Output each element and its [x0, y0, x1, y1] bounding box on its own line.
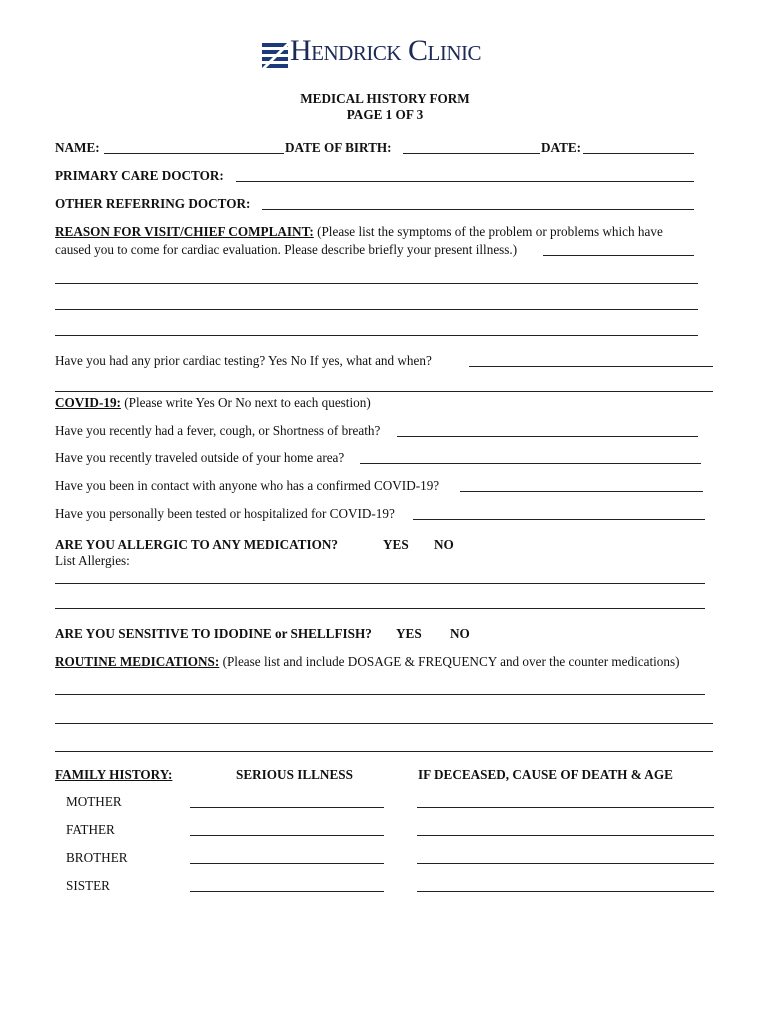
- reason-text-2: caused you to come for cardiac evaluation. Please describe briefly your present illness.): [55, 242, 518, 257]
- reason-field-1[interactable]: [55, 283, 698, 284]
- family-col-deceased: IF DECEASED, CAUSE OF DEATH & AGE: [418, 767, 673, 782]
- allergy-list-label: List Allergies:: [55, 553, 130, 568]
- form-title: MEDICAL HISTORY FORM: [300, 91, 470, 106]
- pcp-label: PRIMARY CARE DOCTOR:: [55, 168, 224, 183]
- family-member-father: FATHER: [66, 822, 115, 837]
- medications-line: [55, 654, 680, 670]
- family-member-brother: BROTHER: [66, 850, 128, 865]
- family-member-mother: MOTHER: [66, 794, 122, 809]
- reason-line1: [55, 224, 663, 240]
- brother-illness-field[interactable]: [190, 863, 384, 864]
- allergy-yes[interactable]: YES: [383, 537, 409, 552]
- father-deceased-field[interactable]: [417, 835, 714, 836]
- family-col-illness: SERIOUS ILLNESS: [236, 767, 353, 782]
- iodine-yes[interactable]: YES: [396, 626, 422, 641]
- sister-illness-field[interactable]: [190, 891, 384, 892]
- covid-question-2: Have you recently traveled outside of your home area?: [55, 450, 345, 465]
- sister-deceased-field[interactable]: [417, 891, 714, 892]
- reason-heading: REASON FOR VISIT/CHIEF COMPLAINT:: [55, 224, 314, 239]
- cardiac-field-2[interactable]: [55, 391, 713, 392]
- medications-field-2[interactable]: [55, 723, 713, 724]
- name-field[interactable]: [104, 153, 284, 154]
- medications-field-3[interactable]: [55, 751, 713, 752]
- covid-instruction: (Please write Yes Or No next to each question): [120, 395, 371, 410]
- page-label: PAGE 1 OF 3: [346, 107, 424, 122]
- logo-text: Hendrick Clinic: [290, 34, 481, 67]
- family-heading: FAMILY HISTORY:: [55, 767, 173, 782]
- mother-illness-field[interactable]: [190, 807, 384, 808]
- dob-field[interactable]: [403, 153, 540, 154]
- iodine-question: ARE YOU SENSITIVE TO IDODINE or SHELLFISH?: [55, 626, 372, 641]
- date-label: DATE:: [541, 140, 582, 155]
- pcp-field[interactable]: [236, 181, 694, 182]
- allergy-no[interactable]: NO: [434, 537, 454, 552]
- cardiac-question: Have you had any prior cardiac testing? Yes No If yes, what and when?: [55, 353, 432, 368]
- covid-answer-1[interactable]: [397, 436, 698, 437]
- allergy-field-2[interactable]: [55, 608, 705, 609]
- covid-answer-2[interactable]: [360, 463, 701, 464]
- father-illness-field[interactable]: [190, 835, 384, 836]
- covid-question-3: Have you been in contact with anyone who has a confirmed COVID-19?: [55, 478, 440, 493]
- covid-question-1: Have you recently had a fever, cough, or Shortness of breath?: [55, 423, 381, 438]
- family-member-sister: SISTER: [66, 878, 110, 893]
- referring-label: OTHER REFERRING DOCTOR:: [55, 196, 251, 211]
- covid-heading-line: [55, 395, 371, 411]
- date-field[interactable]: [583, 153, 694, 154]
- medications-field-1[interactable]: [55, 694, 705, 695]
- reason-field-0[interactable]: [543, 255, 694, 256]
- reason-field-3[interactable]: [55, 335, 698, 336]
- mother-deceased-field[interactable]: [417, 807, 714, 808]
- name-label: NAME:: [55, 140, 100, 155]
- referring-field[interactable]: [262, 209, 694, 210]
- allergy-question: ARE YOU ALLERGIC TO ANY MEDICATION?: [55, 537, 338, 552]
- medications-heading: ROUTINE MEDICATIONS:: [55, 654, 220, 669]
- brother-deceased-field[interactable]: [417, 863, 714, 864]
- clinic-logo-icon: [262, 42, 288, 68]
- dob-label: DATE OF BIRTH:: [285, 140, 392, 155]
- iodine-no[interactable]: NO: [450, 626, 470, 641]
- reason-field-2[interactable]: [55, 309, 698, 310]
- reason-text-1: (Please list the symptoms of the problem or problems which have: [313, 224, 663, 239]
- medications-text: (Please list and include DOSAGE & FREQUENCY and over the counter medications): [219, 654, 680, 669]
- covid-answer-4[interactable]: [413, 519, 705, 520]
- covid-answer-3[interactable]: [460, 491, 703, 492]
- covid-heading: COVID-19:: [55, 395, 121, 410]
- cardiac-field-1[interactable]: [469, 366, 713, 367]
- allergy-field-1[interactable]: [55, 583, 705, 584]
- covid-question-4: Have you personally been tested or hospitalized for COVID-19?: [55, 506, 395, 521]
